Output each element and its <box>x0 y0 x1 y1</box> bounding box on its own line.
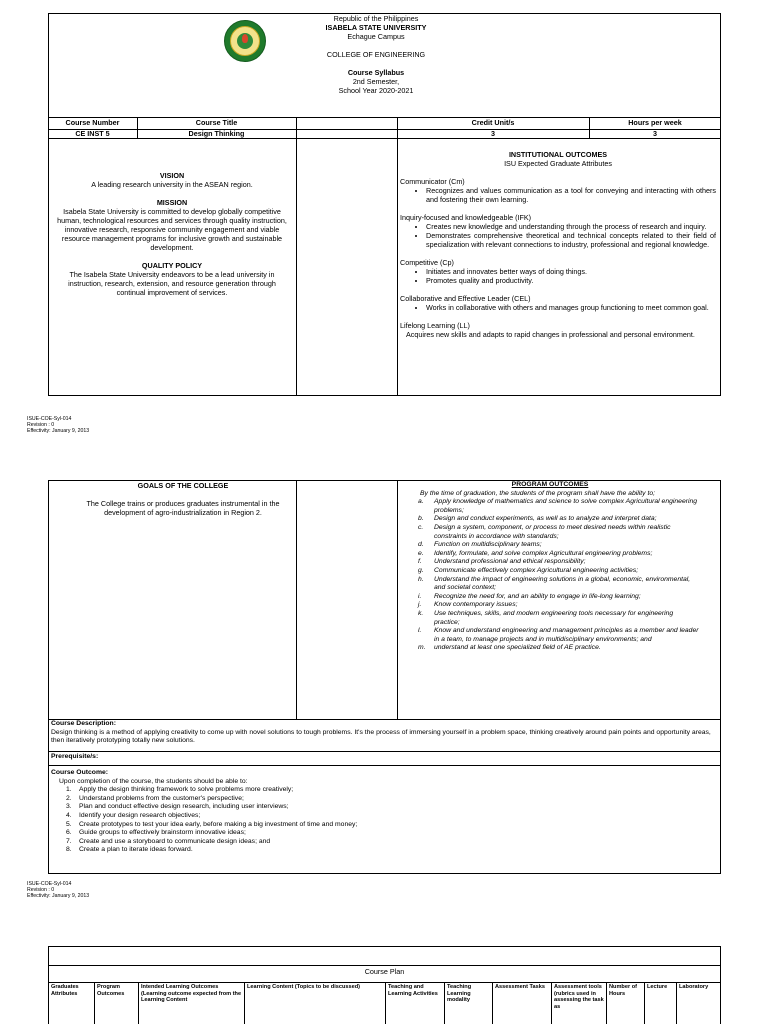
hours-per-week-header: Hours per week <box>628 118 682 127</box>
course-outcome-list <box>51 786 717 855</box>
list-item: c. Design a system, component, or process to meet desired needs within realistic constraints in accordance with standards; <box>418 523 671 540</box>
cp-header-teaching-modality: Teaching Learning modality <box>447 984 472 1004</box>
cp-vline-3 <box>244 982 245 1024</box>
list-item: • Demonstrates comprehensive theoretical and technical concepts related to their field of specialization with relevant connections to industry, professional and regional knowledge. <box>426 231 716 249</box>
group-items <box>400 267 716 285</box>
document-title: Course Syllabus <box>347 68 405 77</box>
group-items <box>400 222 716 249</box>
group-items <box>400 186 716 204</box>
course-description-text: Design thinking is a method of applying creativity to come up with novel solutions to tough problems. It's the process of immersing yourself in a problem space, thinking creatively around pain points and opportunity areas, then iteratively prototyping totally new solutions. <box>51 728 711 745</box>
course-plan-title-line <box>48 965 721 966</box>
college-name: COLLEGE OF ENGINEERING <box>326 50 426 59</box>
semester-text: 2nd Semester, <box>352 77 400 86</box>
cp-vline-1 <box>94 982 95 1024</box>
institutional-outcomes-heading: INSTITUTIONAL OUTCOMES <box>508 150 608 159</box>
group-name: Inquiry-focused and knowledgeable (IFK) <box>400 213 532 222</box>
list-item: • Initiates and innovates better ways of doing things. <box>426 267 716 276</box>
cp-vline-2 <box>138 982 139 1024</box>
program-outcomes-intro: By the time of graduation, the students of the program shall have the ability to; <box>420 489 656 497</box>
quality-policy-text: The Isabela State University endeavors to be a lead university in instruction, research, extension, and resource generation through continual improvement of services. <box>68 270 276 297</box>
cp-header-intended-learning-outcomes: Intended Learning Outcomes (Learning outcome expected from the Learning Content <box>141 984 242 1004</box>
cp-vline-7 <box>551 982 552 1024</box>
program-outcomes-heading: PROGRAM OUTCOMES <box>511 481 589 488</box>
prerequisites-label: Prerequisite/s: <box>51 753 99 760</box>
list-item: g. Communicate effectively complex Agricultural engineering activities; <box>418 566 639 574</box>
list-item: k. Use techniques, skills, and modern engineering tools necessary for engineering practice; <box>418 609 674 626</box>
cp-header-graduates-attributes: Graduates Attributes <box>51 984 79 997</box>
group-name: Communicator (Cm) <box>400 177 465 186</box>
course-number-header: Course Number <box>65 118 120 127</box>
list-item: b. Design and conduct experiments, as well as to analyze and interpret data; <box>418 515 657 523</box>
credit-units-header: Credit Unit/s <box>471 118 515 127</box>
group-competitive <box>400 258 716 285</box>
cp-header-number-of-hours: Number of Hours <box>609 984 637 997</box>
school-year-text: School Year 2020-2021 <box>338 86 414 95</box>
list-item: 2. Understand problems from the customer's perspective; <box>66 794 244 802</box>
cp-header-lecture: Lecture <box>647 984 668 990</box>
footer-block-1 <box>27 416 227 435</box>
course-description-label: Course Description: <box>51 720 116 727</box>
cp-vline-6 <box>492 982 493 1024</box>
list-item: 6. Guide groups to effectively brainstorm innovative ideas; <box>66 829 246 837</box>
cp-vline-10 <box>676 982 677 1024</box>
description-bottom-line <box>48 751 721 752</box>
seal-flame <box>242 34 248 43</box>
university-name: ISABELA STATE UNIVERSITY <box>325 23 427 32</box>
group-items <box>400 303 716 312</box>
list-item: a. Apply knowledge of mathematics and science to solve complex Agricultural engineering problems; <box>418 498 698 514</box>
list-item: • Promotes quality and productivity. <box>426 276 716 285</box>
group-lifelong <box>400 321 716 339</box>
footer-effectivity: Effectivity: January 9, 2013 <box>27 428 90 435</box>
group-name: Competitive (Cp) <box>400 258 454 267</box>
list-item: 1. Apply the design thinking framework to solve problems more creatively; <box>66 786 294 794</box>
list-item: 5. Create prototypes to test your idea early, before making a big investment of time and money; <box>66 820 358 828</box>
course-outcome-intro: Upon completion of the course, the students should be able to: <box>59 777 248 785</box>
institutional-outcomes-subtitle: ISU Expected Graduate Attributes <box>504 159 612 168</box>
course-description-block <box>51 720 717 746</box>
goals-vline-2 <box>397 480 398 719</box>
footer-code: ISUE-COE-Syl-014 <box>27 881 72 887</box>
goals-block <box>78 481 288 517</box>
list-item: • Works in collaborative with others and manages group functioning to meet common goal. <box>426 303 716 312</box>
cp-vline-5 <box>444 982 445 1024</box>
list-item: f. Understand professional and ethical responsibility; <box>418 558 586 566</box>
list-item: 8. Create a plan to iterate ideas forward. <box>66 846 193 854</box>
course-outcome-label: Course Outcome: <box>51 769 109 776</box>
list-item: 3. Plan and conduct effective design research, including user interviews; <box>66 803 289 811</box>
footer-code: ISUE-COE-Syl-014 <box>27 416 72 422</box>
prerequisite-bottom-line <box>48 765 721 766</box>
goals-vline-1 <box>296 480 297 719</box>
mission-text: Isabela State University is committed to develop globally competitive human, technological resources and services through quality instruction, innovative research, responsive community engagement and viable resource management programs for inclusive growth and sustainable development. <box>57 207 287 252</box>
list-item: j. Know contemporary issues; <box>418 601 518 609</box>
header-vline-3 <box>397 117 398 396</box>
mission-heading: MISSION <box>156 198 188 207</box>
cp-header-learning-content: Learning Content (Topics to be discussed) <box>247 984 361 990</box>
list-item: m. understand at least one specialized field of AE practice. <box>418 644 601 652</box>
group-collaborative <box>400 294 716 312</box>
quality-policy-heading: QUALITY POLICY <box>141 261 203 270</box>
list-item: l. Know and understand engineering and management principles as a member and leader in a team, to manage projects and in multidisciplinary environments; and <box>418 627 699 643</box>
program-outcomes-block <box>400 481 700 653</box>
program-outcomes-list <box>400 498 700 653</box>
cp-vline-4 <box>385 982 386 1024</box>
cp-header-program-outcomes: Program Outcomes <box>97 984 125 997</box>
vision-mission-block <box>55 171 289 297</box>
course-table-bottom-line <box>48 138 721 139</box>
list-item: d. Function on multidisciplinary teams; <box>418 541 542 549</box>
campus-text: Echague Campus <box>347 32 405 41</box>
credit-units-value: 3 <box>491 129 495 138</box>
cp-vline-9 <box>644 982 645 1024</box>
country-text: Republic of the Philippines <box>333 14 419 23</box>
cp-header-assessment-tools: Assessment tools (rubrics used in assessing the task as <box>554 984 604 1010</box>
hours-per-week-value: 3 <box>653 129 657 138</box>
list-item: • Creates new knowledge and understanding through the process of research and inquiry. <box>426 222 716 231</box>
cp-header-laboratory: Laboratory <box>679 984 709 990</box>
list-item: • Recognizes and values communication as a tool for conveying and interacting with others and fostering their own learning. <box>426 186 716 204</box>
list-item: h. Understand the impact of engineering solutions in a global, economic, environmental, and societal context; <box>418 575 691 592</box>
header-vline-2 <box>296 117 297 396</box>
goals-heading: GOALS OF THE COLLEGE <box>137 481 229 490</box>
cp-header-teaching-activities: Teaching and Learning Activities <box>388 984 438 997</box>
cp-header-assessment-tasks: Assessment Tasks <box>495 984 545 990</box>
group-name: Collaborative and Effective Leader (CEL) <box>400 294 531 303</box>
group-name: Lifelong Learning (LL) <box>400 321 470 330</box>
course-number-value: CE INST 5 <box>75 129 110 138</box>
university-seal-icon <box>224 20 266 62</box>
vision-text: A leading research university in the ASEAN region. <box>91 180 253 189</box>
footer-revision: Revision : 0 <box>27 422 55 429</box>
vision-heading: VISION <box>159 171 185 180</box>
header-text <box>280 14 472 95</box>
course-plan-title: Course Plan <box>364 967 405 976</box>
cp-vline-8 <box>606 982 607 1024</box>
institutional-outcomes-block <box>400 150 716 339</box>
footer-block-2 <box>27 881 227 900</box>
list-item: 7. Create and use a storyboard to communicate design ideas; and <box>66 837 271 845</box>
seal-ring <box>230 26 260 56</box>
list-item: 4. Identify your design research objectives; <box>66 811 201 819</box>
course-title-header: Course Title <box>195 118 238 127</box>
list-item: i. Recognize the need for, and an ability to engage in life-long learning; <box>418 592 641 600</box>
lifelong-text: Acquires new skills and adapts to rapid changes in professional and personal environment. <box>406 330 695 339</box>
goals-text: The College trains or produces graduates instrumental in the development of agro-industrialization in Region 2. <box>86 499 280 517</box>
footer-effectivity: Effectivity: January 9, 2013 <box>27 893 90 900</box>
footer-revision: Revision : 0 <box>27 887 55 894</box>
course-outcome-block <box>51 769 717 855</box>
group-inquiry <box>400 213 716 249</box>
course-title-value: Design Thinking <box>188 129 245 138</box>
list-item: e. Identify, formulate, and solve complex Agricultural engineering problems; <box>418 549 653 557</box>
group-communicator <box>400 177 716 204</box>
